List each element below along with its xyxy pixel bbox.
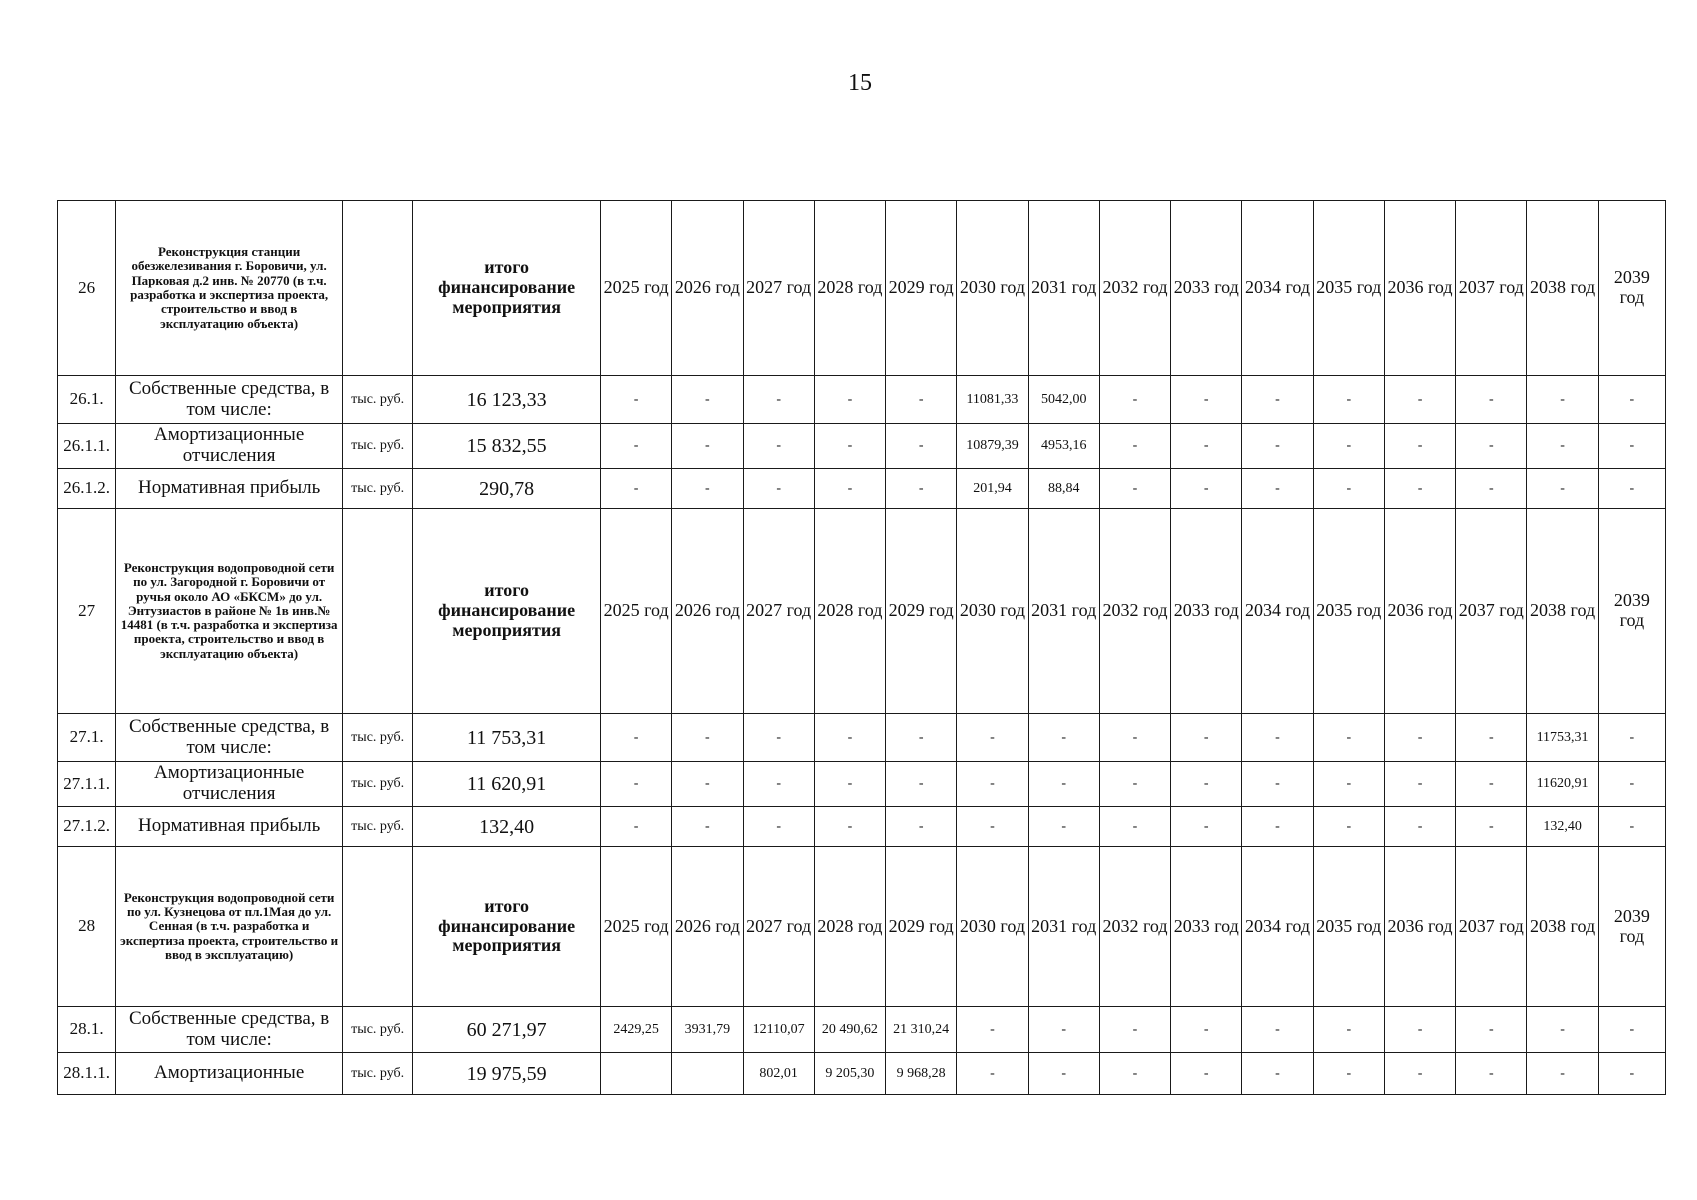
year-value: -	[1313, 469, 1384, 509]
year-value: -	[1028, 762, 1099, 807]
year-header: 2036 год	[1384, 201, 1455, 376]
year-value: -	[1099, 1053, 1170, 1095]
year-header: 2035 год	[1313, 847, 1384, 1007]
row-unit: тыс. руб.	[343, 714, 413, 762]
year-header: 2038 год	[1527, 847, 1598, 1007]
year-header: 2033 год	[1171, 509, 1242, 714]
project-header-row	[58, 509, 1666, 714]
row-label: Собственные средства, в том числе:	[116, 1007, 343, 1053]
year-value: -	[814, 762, 885, 807]
year-value: -	[743, 807, 814, 847]
year-header: 2029 год	[886, 509, 957, 714]
year-value: -	[814, 424, 885, 469]
year-value: -	[672, 762, 743, 807]
year-header: 2027 год	[743, 509, 814, 714]
financing-table	[57, 200, 1666, 1095]
year-value: -	[886, 714, 957, 762]
total-financing-header: итого финансирование мероприятия	[413, 847, 601, 1007]
year-value: -	[1313, 1007, 1384, 1053]
row-number: 26.1.1.	[58, 424, 116, 469]
year-value: -	[1242, 762, 1313, 807]
year-value: -	[1598, 424, 1665, 469]
year-value: 132,40	[1527, 807, 1598, 847]
year-value: -	[1456, 762, 1527, 807]
project-number: 27	[58, 509, 116, 714]
year-value: -	[1313, 807, 1384, 847]
year-value: -	[886, 807, 957, 847]
year-value: -	[672, 469, 743, 509]
table-row	[58, 376, 1666, 424]
year-value: -	[1313, 376, 1384, 424]
year-value: -	[1171, 714, 1242, 762]
year-header: 2031 год	[1028, 847, 1099, 1007]
year-header: 2026 год	[672, 847, 743, 1007]
year-value: -	[957, 714, 1028, 762]
year-value: -	[1384, 1053, 1455, 1095]
year-value: -	[1171, 424, 1242, 469]
year-value: 12110,07	[743, 1007, 814, 1053]
year-value: -	[814, 469, 885, 509]
year-header: 2028 год	[814, 509, 885, 714]
year-header: 2034 год	[1242, 201, 1313, 376]
year-value: 4953,16	[1028, 424, 1099, 469]
row-label: Нормативная прибыль	[116, 469, 343, 509]
row-number: 27.1.2.	[58, 807, 116, 847]
year-header: 2028 год	[814, 847, 885, 1007]
row-number: 26.1.2.	[58, 469, 116, 509]
year-value: 802,01	[743, 1053, 814, 1095]
row-total: 19 975,59	[413, 1053, 601, 1095]
year-value: -	[1384, 762, 1455, 807]
year-value: -	[1313, 1053, 1384, 1095]
year-value: -	[1028, 714, 1099, 762]
year-header: 2031 год	[1028, 509, 1099, 714]
total-financing-header: итого финансирование мероприятия	[413, 201, 601, 376]
year-header: 2038 год	[1527, 509, 1598, 714]
year-value	[600, 1053, 671, 1095]
year-value: -	[957, 762, 1028, 807]
year-header: 2035 год	[1313, 201, 1384, 376]
project-title: Реконструкция водопроводной сети по ул. Загородной г. Боровичи от ручья около АО «БКСМ» до ул. Энтузиастов в районе № 1в инв.№ 14481 (в т.ч. разработка и экспертиза проекта, строительство и ввод в эксплуатацию объекта)	[116, 509, 343, 714]
row-unit: тыс. руб.	[343, 762, 413, 807]
year-value: 11753,31	[1527, 714, 1598, 762]
year-value: -	[1099, 1007, 1170, 1053]
year-value: -	[1242, 424, 1313, 469]
year-value: -	[957, 1053, 1028, 1095]
year-value: -	[957, 1007, 1028, 1053]
year-value: 9 205,30	[814, 1053, 885, 1095]
year-value: -	[1171, 1053, 1242, 1095]
year-header: 2030 год	[957, 201, 1028, 376]
row-label: Амортизационные	[116, 1053, 343, 1095]
year-header: 2029 год	[886, 847, 957, 1007]
year-header: 2032 год	[1099, 201, 1170, 376]
year-value: 3931,79	[672, 1007, 743, 1053]
year-header: 2030 год	[957, 509, 1028, 714]
year-value: -	[1099, 424, 1170, 469]
row-number: 28.1.	[58, 1007, 116, 1053]
year-header: 2025 год	[600, 201, 671, 376]
year-value: -	[1171, 762, 1242, 807]
table-row	[58, 1007, 1666, 1053]
year-value: -	[1171, 1007, 1242, 1053]
table-row	[58, 807, 1666, 847]
year-value: -	[1313, 714, 1384, 762]
year-header: 2029 год	[886, 201, 957, 376]
row-total: 11 753,31	[413, 714, 601, 762]
year-header: 2039 год	[1598, 201, 1665, 376]
row-label: Амортизационные отчисления	[116, 762, 343, 807]
year-value: 21 310,24	[886, 1007, 957, 1053]
year-value: -	[743, 762, 814, 807]
row-unit: тыс. руб.	[343, 1007, 413, 1053]
year-value: -	[600, 469, 671, 509]
year-header: 2027 год	[743, 201, 814, 376]
year-value: -	[1598, 1007, 1665, 1053]
year-header: 2037 год	[1456, 847, 1527, 1007]
row-number: 28.1.1.	[58, 1053, 116, 1095]
unit-header-cell	[343, 201, 413, 376]
year-value: -	[957, 807, 1028, 847]
unit-header-cell	[343, 509, 413, 714]
row-unit: тыс. руб.	[343, 1053, 413, 1095]
year-value: -	[743, 424, 814, 469]
year-value: -	[1242, 807, 1313, 847]
row-number: 27.1.1.	[58, 762, 116, 807]
year-header: 2034 год	[1242, 847, 1313, 1007]
year-header: 2038 год	[1527, 201, 1598, 376]
project-title: Реконструкция водопроводной сети по ул. Кузнецова от пл.1Мая до ул. Сенная (в т.ч. разработка и экспертиза проекта, строительство и ввод в эксплуатацию)	[116, 847, 343, 1007]
row-number: 27.1.	[58, 714, 116, 762]
year-value: -	[1527, 1007, 1598, 1053]
year-value: -	[1242, 714, 1313, 762]
year-value: -	[1099, 807, 1170, 847]
year-value: 201,94	[957, 469, 1028, 509]
year-value: -	[1456, 469, 1527, 509]
year-value: -	[1242, 469, 1313, 509]
year-header: 2039 год	[1598, 847, 1665, 1007]
year-header: 2026 год	[672, 509, 743, 714]
year-value: 88,84	[1028, 469, 1099, 509]
year-value: -	[600, 714, 671, 762]
year-value: 11620,91	[1527, 762, 1598, 807]
year-value: -	[1527, 1053, 1598, 1095]
year-value: -	[1242, 1007, 1313, 1053]
year-value: -	[1598, 469, 1665, 509]
year-header: 2027 год	[743, 847, 814, 1007]
year-value: -	[1384, 376, 1455, 424]
year-value: -	[1099, 376, 1170, 424]
year-value: -	[1384, 807, 1455, 847]
unit-header-cell	[343, 847, 413, 1007]
year-value: 10879,39	[957, 424, 1028, 469]
year-value: -	[1598, 714, 1665, 762]
year-value: -	[814, 807, 885, 847]
year-value: -	[1456, 1053, 1527, 1095]
year-value: -	[1028, 1053, 1099, 1095]
year-value: -	[1099, 469, 1170, 509]
year-value: -	[1099, 762, 1170, 807]
year-value: 2429,25	[600, 1007, 671, 1053]
year-value: -	[886, 469, 957, 509]
year-value: -	[1242, 376, 1313, 424]
year-header: 2035 год	[1313, 509, 1384, 714]
year-value: -	[1313, 762, 1384, 807]
year-value: -	[1456, 424, 1527, 469]
row-unit: тыс. руб.	[343, 469, 413, 509]
year-value: -	[1384, 469, 1455, 509]
year-value: -	[1456, 714, 1527, 762]
year-header: 2036 год	[1384, 847, 1455, 1007]
year-header: 2034 год	[1242, 509, 1313, 714]
year-header: 2033 год	[1171, 201, 1242, 376]
row-total: 132,40	[413, 807, 601, 847]
year-value: -	[1456, 1007, 1527, 1053]
table-row	[58, 424, 1666, 469]
year-value: 11081,33	[957, 376, 1028, 424]
year-value: 9 968,28	[886, 1053, 957, 1095]
year-value: -	[1456, 807, 1527, 847]
year-value: -	[1384, 424, 1455, 469]
year-value: -	[886, 376, 957, 424]
year-header: 2025 год	[600, 847, 671, 1007]
row-total: 11 620,91	[413, 762, 601, 807]
year-value: -	[1598, 376, 1665, 424]
year-value: -	[672, 714, 743, 762]
year-value: -	[814, 376, 885, 424]
year-header: 2025 год	[600, 509, 671, 714]
page-number: 15	[848, 70, 872, 96]
year-value: -	[600, 762, 671, 807]
row-number: 26.1.	[58, 376, 116, 424]
table-row	[58, 469, 1666, 509]
year-value: 5042,00	[1028, 376, 1099, 424]
year-value: -	[672, 376, 743, 424]
total-financing-header: итого финансирование мероприятия	[413, 509, 601, 714]
year-value: -	[743, 714, 814, 762]
row-unit: тыс. руб.	[343, 807, 413, 847]
year-header: 2036 год	[1384, 509, 1455, 714]
year-header: 2032 год	[1099, 509, 1170, 714]
year-value: -	[1028, 807, 1099, 847]
row-label: Амортизационные отчисления	[116, 424, 343, 469]
year-value: -	[1313, 424, 1384, 469]
year-value: -	[1384, 714, 1455, 762]
year-value: -	[1171, 469, 1242, 509]
row-unit: тыс. руб.	[343, 424, 413, 469]
year-header: 2031 год	[1028, 201, 1099, 376]
year-header: 2032 год	[1099, 847, 1170, 1007]
row-unit: тыс. руб.	[343, 376, 413, 424]
year-value: -	[1527, 469, 1598, 509]
row-total: 15 832,55	[413, 424, 601, 469]
project-number: 28	[58, 847, 116, 1007]
project-number: 26	[58, 201, 116, 376]
row-label: Собственные средства, в том числе:	[116, 714, 343, 762]
project-title: Реконструкция станции обезжелезивания г. Боровичи, ул. Парковая д.2 инв. № 20770 (в т.ч. разработка и экспертиза проекта, строительство и ввод в эксплуатацию объекта)	[116, 201, 343, 376]
year-value: -	[1598, 1053, 1665, 1095]
year-value: -	[600, 807, 671, 847]
year-value: -	[1384, 1007, 1455, 1053]
year-value: -	[1171, 376, 1242, 424]
year-value: -	[672, 424, 743, 469]
year-value: 20 490,62	[814, 1007, 885, 1053]
year-value: -	[743, 376, 814, 424]
year-value	[672, 1053, 743, 1095]
year-value: -	[1598, 807, 1665, 847]
row-label: Нормативная прибыль	[116, 807, 343, 847]
year-value: -	[1527, 376, 1598, 424]
year-value: -	[886, 762, 957, 807]
year-value: -	[1099, 714, 1170, 762]
year-header: 2033 год	[1171, 847, 1242, 1007]
row-total: 60 271,97	[413, 1007, 601, 1053]
year-value: -	[1171, 807, 1242, 847]
year-value: -	[600, 376, 671, 424]
row-label: Собственные средства, в том числе:	[116, 376, 343, 424]
year-value: -	[600, 424, 671, 469]
year-header: 2037 год	[1456, 201, 1527, 376]
year-value: -	[1242, 1053, 1313, 1095]
project-header-row	[58, 201, 1666, 376]
year-value: -	[814, 714, 885, 762]
year-value: -	[1456, 376, 1527, 424]
year-header: 2026 год	[672, 201, 743, 376]
year-header: 2030 год	[957, 847, 1028, 1007]
year-value: -	[743, 469, 814, 509]
year-header: 2037 год	[1456, 509, 1527, 714]
project-header-row	[58, 847, 1666, 1007]
year-header: 2028 год	[814, 201, 885, 376]
year-value: -	[1598, 762, 1665, 807]
table-row	[58, 714, 1666, 762]
year-header: 2039 год	[1598, 509, 1665, 714]
year-value: -	[886, 424, 957, 469]
table-row	[58, 762, 1666, 807]
year-value: -	[1028, 1007, 1099, 1053]
table-row	[58, 1053, 1666, 1095]
row-total: 290,78	[413, 469, 601, 509]
year-value: -	[1527, 424, 1598, 469]
row-total: 16 123,33	[413, 376, 601, 424]
year-value: -	[672, 807, 743, 847]
